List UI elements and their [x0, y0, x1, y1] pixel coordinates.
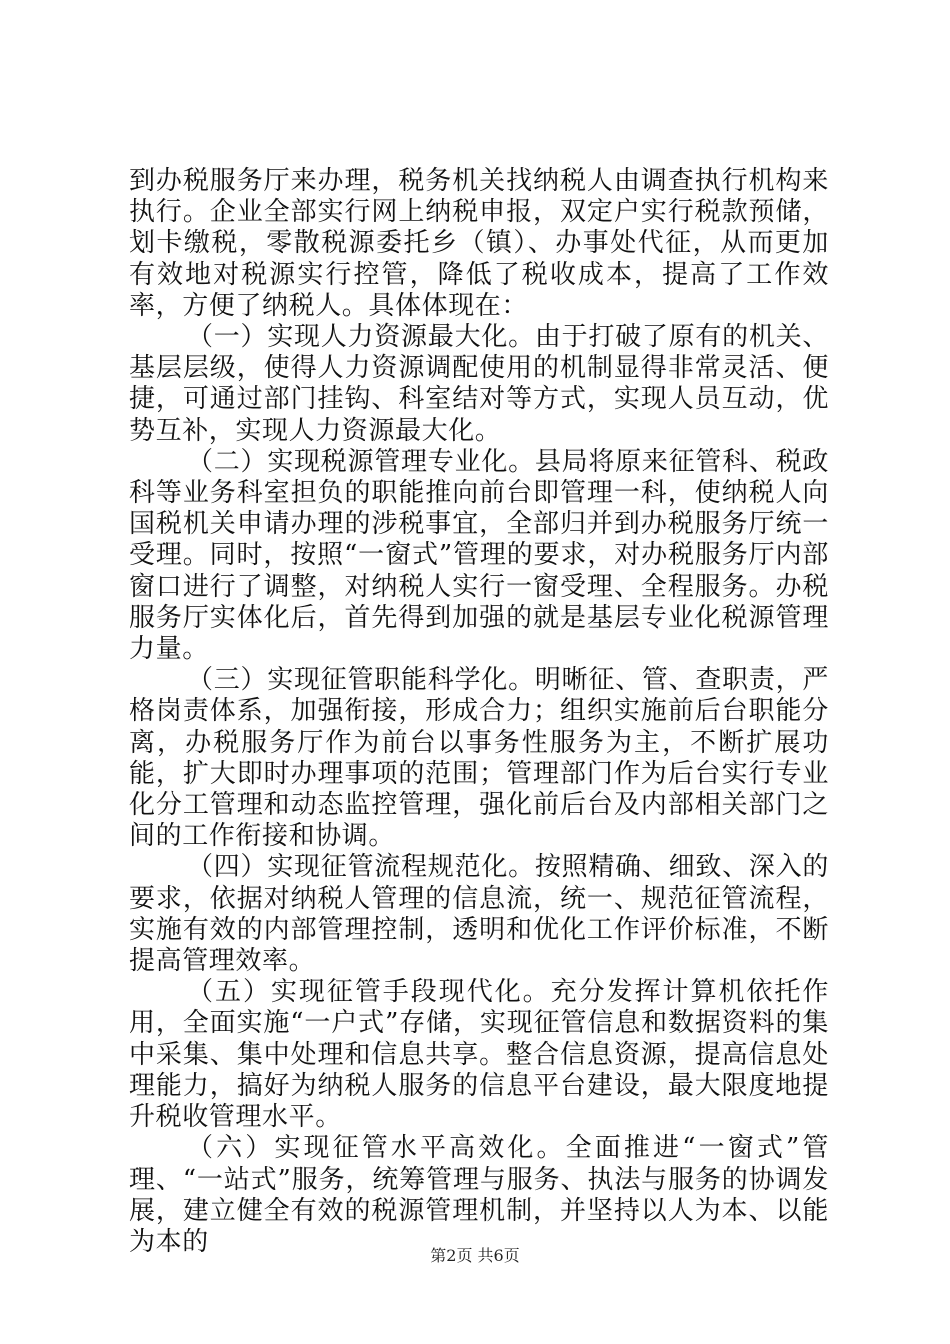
paragraph-item-4: （四）实现征管流程规范化。按照精确、细致、深入的要求，依据对纳税人管理的信息流，统一、规范征管流程，实施有效的内部管理控制，透明和优化工作评价标准，不断提高管理效率。	[129, 852, 829, 977]
paragraph-item-5: （五）实现征管手段现代化。充分发挥计算机依托作用，全面实施“一户式”存储，实现征管信息和数据资料的集中采集、集中处理和信息共享。整合信息资源，提高信息处理能力，搞好为纳税人服务的信息平台建设，最大限度地提升税收管理水平。	[129, 977, 829, 1133]
page-number: 第2页 共6页	[430, 1246, 520, 1265]
paragraph-item-1: （一）实现人力资源最大化。由于打破了原有的机关、基层层级，使得人力资源调配使用的机制显得非常灵活、便捷，可通过部门挂钩、科室结对等方式，实现人员互动，优势互补，实现人力资源最大化。	[129, 322, 829, 446]
paragraph-item-2: （二）实现税源管理专业化。县局将原来征管科、税政科等业务科室担负的职能推向前台即管理一科，使纳税人向国税机关申请办理的涉税事宜，全部归并到办税服务厅统一受理。同时，按照“一窗式”管理的要求，对办税服务厅内部窗口进行了调整，对纳税人实行一窗受理、全程服务。办税服务厅实体化后，首先得到加强的就是基层专业化税源管理力量。	[129, 446, 829, 665]
paragraph-item-6: （六）实现征管水平高效化。全面推进“一窗式”管理、“一站式”服务，统筹管理与服务、执法与服务的协调发展，建立健全有效的税源管理机制，并坚持以人为本、以能为本的	[129, 1133, 829, 1257]
page-footer	[0, 1246, 950, 1266]
paragraph-intro: 到办税服务厅来办理，税务机关找纳税人由调查执行机构来执行。企业全部实行网上纳税申报，双定户实行税款预储，划卡缴税，零散税源委托乡（镇）、办事处代征，从而更加有效地对税源实行控管，降低了税收成本，提高了工作效率，方便了纳税人。具体体现在：	[129, 166, 829, 321]
document-body	[129, 166, 829, 1258]
paragraph-item-3: （三）实现征管职能科学化。明晰征、管、查职责，严格岗责体系，加强衔接，形成合力；组织实施前后台职能分离，办税服务厅作为前台以事务性服务为主，不断扩展功能，扩大即时办理事项的范围；管理部门作为后台实行专业化分工管理和动态监控管理，强化前后台及内部相关部门之间的工作衔接和协调。	[129, 665, 829, 852]
